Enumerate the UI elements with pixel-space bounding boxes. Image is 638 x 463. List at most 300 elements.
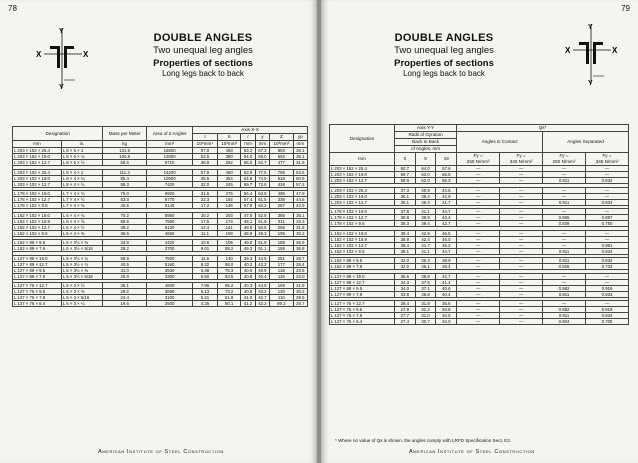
table-cell: 192 bbox=[217, 197, 241, 203]
table-cell: L 5 × 3½ × ⅜ bbox=[61, 267, 102, 273]
table-cell: 46.0 bbox=[436, 236, 457, 242]
table-cell: 39.4 bbox=[415, 221, 436, 227]
table-cell: 41.2 bbox=[241, 301, 255, 307]
unit-S: 10³mm³ bbox=[217, 141, 241, 148]
table-cell: 311 bbox=[270, 218, 294, 224]
table-cell: 257 bbox=[270, 203, 294, 209]
table-cell: 60.7 bbox=[395, 166, 416, 172]
table-cell: 35.1 bbox=[293, 154, 307, 160]
table-cell: 2500 bbox=[147, 301, 193, 307]
table-cell: — bbox=[500, 166, 543, 172]
table-cell: — bbox=[457, 209, 500, 215]
table-cell: — bbox=[586, 236, 629, 242]
table-cell: L 178 × 102 × 12.7 bbox=[13, 197, 62, 203]
table-cell: 41.0 bbox=[241, 295, 255, 301]
table-cell: 0.911 bbox=[543, 313, 586, 319]
table-cell: 34.8 bbox=[103, 240, 147, 246]
table-cell: L 203 × 152 × 25.4 bbox=[13, 148, 62, 154]
table-cell: 34.5 bbox=[436, 313, 457, 319]
table-cell: L 152 × 89 × 9.5 bbox=[13, 240, 62, 246]
table-cell: 49.3 bbox=[241, 246, 255, 252]
table-cell: 131.6 bbox=[103, 148, 147, 154]
table-cell: 40.5 bbox=[103, 261, 147, 267]
table-cell: 61.5 bbox=[255, 197, 269, 203]
table-cell: L 203 × 152 × 12.7 bbox=[330, 178, 395, 184]
table-cell: 3700 bbox=[147, 246, 193, 252]
table-cell: L 127 × 89 × 9.5 bbox=[330, 285, 395, 291]
table-cell: L 8 × 4 × 1 bbox=[61, 169, 102, 175]
figure-label-x-left: X bbox=[36, 50, 42, 59]
table-cell: — bbox=[457, 319, 500, 325]
table-cell: 51.8 bbox=[255, 240, 269, 246]
table-cell: — bbox=[457, 172, 500, 178]
table-cell: 72.6 bbox=[255, 181, 269, 187]
table-cell: L 127 × 76 × 12.7 bbox=[13, 283, 62, 289]
double-angle-section-icon bbox=[30, 24, 94, 90]
table-cell: 0.834 bbox=[586, 291, 629, 297]
table-cell: L 6 × 4 × ⅜ bbox=[61, 230, 102, 236]
table-cell: 10900 bbox=[147, 175, 193, 181]
table-cell: 98.0 bbox=[217, 261, 241, 267]
table-cell: 105 bbox=[217, 240, 241, 246]
unit-I: 10⁶mm⁴ bbox=[193, 141, 218, 148]
table-cell: 41.4 bbox=[436, 279, 457, 285]
table-cell: 65.7 bbox=[241, 181, 255, 187]
table-cell: 63.0 bbox=[415, 172, 436, 178]
table-cell: 5140 bbox=[147, 203, 193, 209]
table-cell: 42.9 bbox=[436, 193, 457, 199]
table-cell: L 5 × 3½ × ¾ bbox=[61, 255, 102, 261]
col-designation: Designation bbox=[330, 125, 395, 153]
table-cell: 42.9 bbox=[415, 230, 436, 236]
col-r: r bbox=[241, 134, 255, 141]
table-cell: L 6 × 4 × ⅝ bbox=[61, 218, 102, 224]
table-cell: — bbox=[457, 215, 500, 221]
table-cell: L 6 × 4 × ¾ bbox=[61, 212, 102, 218]
table-cell: 460 bbox=[217, 169, 241, 175]
page-subtitle: Two unequal leg angles bbox=[153, 45, 253, 56]
table-cell: 41.7 bbox=[415, 242, 436, 248]
table-cell: 795 bbox=[270, 169, 294, 175]
table-cell: 0.897 bbox=[586, 215, 629, 221]
table-cell: — bbox=[543, 273, 586, 279]
table-cell: 0.750 bbox=[586, 221, 629, 227]
table-cell: 7420 bbox=[147, 181, 193, 187]
table-cell: L 152 × 89 × 7.9 bbox=[330, 264, 395, 270]
table-cell: 262 bbox=[217, 160, 241, 166]
table-cell: 31.0 bbox=[415, 313, 436, 319]
table-cell: 251 bbox=[270, 255, 294, 261]
fy-250-contact: Fy = 250 N/mm² bbox=[457, 153, 500, 166]
table-cell: — bbox=[457, 193, 500, 199]
table-cell: 111.3 bbox=[103, 169, 147, 175]
table-cell: — bbox=[543, 236, 586, 242]
table-cell: L 127 × 89 × 7.9 bbox=[13, 273, 62, 279]
table-cell: 77.5 bbox=[255, 169, 269, 175]
table-cell: 42.9 bbox=[293, 203, 307, 209]
table-cell: 70.2 bbox=[103, 212, 147, 218]
table-cell: L 127 × 89 × 19.0 bbox=[330, 273, 395, 279]
table-cell: L 178 × 102 × 12.7 bbox=[330, 215, 395, 221]
table-cell: 136 bbox=[270, 267, 294, 273]
col-Z: Z bbox=[270, 134, 294, 141]
table-cell: 354 bbox=[217, 175, 241, 181]
table-cell: 0.804 bbox=[543, 319, 586, 325]
table-cell: 0.982 bbox=[543, 307, 586, 313]
col-of-angles: of Angles, mm bbox=[395, 146, 457, 153]
col-axis-yy: Axis Y-Y bbox=[395, 125, 457, 132]
table-cell: 35.1 bbox=[415, 264, 436, 270]
table-cell: — bbox=[457, 221, 500, 227]
table-cell: 32.0 bbox=[193, 181, 218, 187]
table-cell: 32.0 bbox=[395, 258, 416, 264]
table-cell: 37.8 bbox=[415, 279, 436, 285]
table-cell: — bbox=[457, 199, 500, 205]
table-cell: 36.3 bbox=[395, 221, 416, 227]
table-cell: L 127 × 76 × 7.9 bbox=[13, 295, 62, 301]
table-cell: — bbox=[586, 166, 629, 172]
table-cell: 0.911 bbox=[543, 248, 586, 254]
table-cell: 33.8 bbox=[395, 291, 416, 297]
table-cell: — bbox=[457, 258, 500, 264]
table-cell: — bbox=[543, 230, 586, 236]
table-cell: 7.86 bbox=[193, 283, 218, 289]
table-cell: 51.6 bbox=[255, 218, 269, 224]
table-cell: 146 bbox=[217, 203, 241, 209]
table-cell: 6.48 bbox=[193, 267, 218, 273]
table-cell: 4840 bbox=[147, 283, 193, 289]
table-cell: 43.4 bbox=[436, 215, 457, 221]
table-cell: 62.7 bbox=[255, 160, 269, 166]
table-cell: 28.4 bbox=[395, 301, 416, 307]
table-cell: 47.5 bbox=[241, 212, 255, 218]
table-cell: 23.8 bbox=[293, 267, 307, 273]
table-cell: L 6 × 4 × ½ bbox=[61, 224, 102, 230]
table-cell: 36.6 bbox=[103, 230, 147, 236]
table-cell: — bbox=[500, 187, 543, 193]
table-cell: L 5 × 3½ × ½ bbox=[61, 261, 102, 267]
table-cell: 0.911 bbox=[543, 178, 586, 184]
table-cell: 8950 bbox=[147, 212, 193, 218]
table-cell: 9.01 bbox=[193, 246, 218, 252]
table-cell: 7560 bbox=[147, 218, 193, 224]
table-cell: L 178 × 102 × 19.0 bbox=[13, 191, 62, 197]
table-cell: L 7 × 4 × ⅜ bbox=[61, 203, 102, 209]
unit-mm: mm bbox=[13, 141, 62, 148]
table-cell: 245 bbox=[217, 181, 241, 187]
col-back-to-back: Back to Back bbox=[395, 139, 457, 146]
table-cell: 10.6 bbox=[193, 240, 218, 246]
table-cell: — bbox=[500, 199, 543, 205]
table-cell: 11.6 bbox=[193, 255, 218, 261]
table-cell: 65.0 bbox=[255, 154, 269, 160]
table-cell: 110 bbox=[270, 295, 294, 301]
table-cell: — bbox=[500, 319, 543, 325]
table-cell: 36.6 bbox=[293, 240, 307, 246]
table-cell: 74.9 bbox=[255, 175, 269, 181]
table-cell: 42.7 bbox=[255, 295, 269, 301]
table-cell: 14200 bbox=[147, 169, 193, 175]
table-cell: 40.6 bbox=[241, 267, 255, 273]
table-cell: 23.0 bbox=[293, 273, 307, 279]
table-cell: — bbox=[500, 258, 543, 264]
page-footer: American Institute of Steel Construction bbox=[409, 449, 535, 455]
table-cell: 38.9 bbox=[436, 258, 457, 264]
table-cell: — bbox=[457, 248, 500, 254]
unit-in: in. bbox=[61, 141, 102, 148]
table-cell: — bbox=[457, 187, 500, 193]
table-cell: 88.2 bbox=[217, 246, 241, 252]
table-cell: — bbox=[543, 279, 586, 285]
table-cell: — bbox=[500, 172, 543, 178]
table-cell: 45.5 bbox=[193, 175, 218, 181]
table-cell: 428 bbox=[270, 181, 294, 187]
table-cell: L 152 × 89 × 9.5 bbox=[330, 258, 395, 264]
table-cell: 63.8 bbox=[255, 191, 269, 197]
table-cell: L 127 × 76 × 9.5 bbox=[13, 289, 62, 295]
table-cell: 35.1 bbox=[293, 212, 307, 218]
unit-kg: kg bbox=[103, 141, 147, 148]
figure-label-y-bottom: Y bbox=[588, 80, 593, 86]
left-page bbox=[0, 0, 317, 463]
table-cell: — bbox=[457, 291, 500, 297]
table-cell: 380 bbox=[217, 154, 241, 160]
table-cell: 26.4 bbox=[293, 261, 307, 267]
figure-label-y-top: Y bbox=[59, 28, 64, 35]
table-cell: 27.9 bbox=[395, 307, 416, 313]
table-cell: 46.5 bbox=[436, 230, 457, 236]
table-cell: 4420 bbox=[147, 240, 193, 246]
table-cell: — bbox=[586, 209, 629, 215]
page-footer: American Institute of Steel Construction bbox=[98, 449, 224, 455]
col-contact: Angles in Contact bbox=[457, 132, 543, 153]
table-cell: 49.0 bbox=[241, 240, 255, 246]
table-cell: 24.4 bbox=[103, 295, 147, 301]
table-cell: 89.3 bbox=[270, 301, 294, 307]
table-cell: 38.4 bbox=[395, 242, 416, 248]
table-cell: 63.5 bbox=[293, 169, 307, 175]
table-cell: 40.4 bbox=[255, 273, 269, 279]
col-designation: Designation bbox=[13, 127, 103, 141]
table-cell: L 152 × 89 × 7.9 bbox=[13, 246, 62, 252]
table-cell: 19.6 bbox=[103, 301, 147, 307]
table-cell: 692 bbox=[270, 154, 294, 160]
table-cell: — bbox=[500, 209, 543, 215]
table-cell: 618 bbox=[270, 175, 294, 181]
table-cell: 0.825 bbox=[543, 264, 586, 270]
table-cell: — bbox=[500, 301, 543, 307]
table-cell: — bbox=[543, 166, 586, 172]
table-cell: L 5 × 3 × 5/16 bbox=[61, 295, 102, 301]
table-cell: 27.4 bbox=[395, 319, 416, 325]
table-cell: 0.965 bbox=[543, 215, 586, 221]
table-cell: — bbox=[500, 236, 543, 242]
table-cell: L 8 × 6 × ¾ bbox=[61, 154, 102, 160]
table-cell: 39.3 bbox=[241, 255, 255, 261]
table-cell: 36.1 bbox=[103, 283, 147, 289]
table-cell: 44.7 bbox=[436, 209, 457, 215]
table-cell: 31.8 bbox=[415, 301, 436, 307]
section-title: Properties of sections bbox=[394, 58, 494, 69]
table-cell: 42.4 bbox=[415, 236, 436, 242]
table-cell: — bbox=[543, 187, 586, 193]
table-cell: L 7 × 4 × ½ bbox=[61, 197, 102, 203]
table-cell: 0.919 bbox=[586, 285, 629, 291]
table-cell: L 127 × 76 × 6.4 bbox=[13, 301, 62, 307]
table-cell: 35.1 bbox=[395, 199, 416, 205]
figure-label-y-bottom: Y bbox=[59, 84, 64, 90]
table-cell: 17.2 bbox=[193, 203, 218, 209]
table-cell: L 127 × 89 × 7.9 bbox=[330, 291, 395, 297]
table-cell: 169 bbox=[270, 283, 294, 289]
table-cell: 49.3 bbox=[255, 230, 269, 236]
table-cell: 6770 bbox=[147, 197, 193, 203]
table-cell: — bbox=[457, 230, 500, 236]
table-cell: 140 bbox=[217, 255, 241, 261]
table-cell: 37.3 bbox=[395, 187, 416, 193]
table-cell: L 8 × 4 × ¾ bbox=[61, 175, 102, 181]
table-cell: — bbox=[543, 172, 586, 178]
table-cell: 57.9 bbox=[193, 169, 218, 175]
table-cell: L 7 × 4 × ¾ bbox=[61, 191, 102, 197]
table-cell: 41.1 bbox=[415, 248, 436, 254]
table-cell: 35.6 bbox=[395, 273, 416, 279]
heading-block bbox=[337, 32, 551, 78]
table-cell: — bbox=[500, 215, 543, 221]
table-cell: 40.3 bbox=[241, 283, 255, 289]
table-cell: L 203 × 152 × 25.4 bbox=[330, 166, 395, 172]
table-cell: 48.9 bbox=[241, 230, 255, 236]
table-cell: 4660 bbox=[147, 230, 193, 236]
table-cell: L 127 × 89 × 19.0 bbox=[13, 255, 62, 261]
table-cell: L 5 × 3 × ⅜ bbox=[61, 289, 102, 295]
table-cell: — bbox=[457, 236, 500, 242]
gap-0: 0 bbox=[395, 153, 416, 166]
table-cell: — bbox=[500, 279, 543, 285]
table-cell: 58.9 bbox=[395, 178, 416, 184]
table-cell: 42.7 bbox=[436, 273, 457, 279]
table-cell: 195 bbox=[270, 230, 294, 236]
table-cell: 477 bbox=[270, 160, 294, 166]
table-cell: L 203 × 102 × 25.4 bbox=[330, 187, 395, 193]
section-subtitle: Long legs back to back bbox=[162, 69, 244, 78]
col-separated: Angles Separated bbox=[543, 132, 629, 153]
table-cell: L 6 × 3½ × ⅜ bbox=[61, 240, 102, 246]
table-cell: 40.2 bbox=[241, 261, 255, 267]
table-cell: 75.3 bbox=[217, 267, 241, 273]
table-cell: 5.50 bbox=[193, 273, 218, 279]
table-cell: — bbox=[457, 313, 500, 319]
table-cell: 64.8 bbox=[241, 175, 255, 181]
fy-345-contact: Fy = 345 N/mm² bbox=[500, 153, 543, 166]
table-cell: 57.2 bbox=[293, 181, 307, 187]
unit-yp: mm bbox=[293, 141, 307, 148]
table-cell: 115 bbox=[270, 273, 294, 279]
table-cell: — bbox=[500, 264, 543, 270]
table-cell: 31.8 bbox=[293, 160, 307, 166]
table-cell: 64.0 bbox=[415, 166, 436, 172]
table-cell: L 152 × 102 × 19.0 bbox=[13, 212, 62, 218]
unit-mm2: mm² bbox=[147, 141, 193, 148]
table-cell: 64.0 bbox=[241, 154, 255, 160]
table-cell: 58.9 bbox=[103, 255, 147, 261]
table-cell: 338 bbox=[270, 197, 294, 203]
table-cell: 60.2 bbox=[255, 203, 269, 209]
table-cell: 42.2 bbox=[255, 301, 269, 307]
table-cell: 36.8 bbox=[395, 215, 416, 221]
table-cell: 39.9 bbox=[415, 215, 436, 221]
table-cell: 0.911 bbox=[543, 291, 586, 297]
table-cell: L 152 × 102 × 9.5 bbox=[330, 248, 395, 254]
table-cell: 8.32 bbox=[193, 261, 218, 267]
table-cell: 50.5 bbox=[255, 224, 269, 230]
table-cell: 37.8 bbox=[395, 209, 416, 215]
table-cell: — bbox=[457, 242, 500, 248]
table-cell: 203 bbox=[217, 212, 241, 218]
table-cell: L 152 × 102 × 12.7 bbox=[330, 242, 395, 248]
table-cell: — bbox=[500, 285, 543, 291]
gap-19: 19 bbox=[436, 153, 457, 166]
table-cell: 44.5 bbox=[255, 255, 269, 261]
table-cell: 40.9 bbox=[415, 187, 436, 193]
table-cell: 39.4 bbox=[395, 230, 416, 236]
figure-label-x-right: X bbox=[83, 50, 89, 59]
section-subtitle: Long legs back to back bbox=[403, 69, 485, 78]
table-cell: L 127 × 76 × 6.4 bbox=[330, 319, 395, 325]
table-cell: 25.9 bbox=[103, 273, 147, 279]
table-cell: 0.982 bbox=[543, 285, 586, 291]
table-cell: 60.5 bbox=[293, 175, 307, 181]
table-cell: 0.733 bbox=[586, 264, 629, 270]
table-cell: L 6 × 3½ × 5/16 bbox=[61, 246, 102, 252]
table-cell: 8710 bbox=[147, 160, 193, 166]
table-cell: 9920 bbox=[147, 191, 193, 197]
table-cell: 40.6 bbox=[436, 285, 457, 291]
col-area: Area of 2 Angles bbox=[147, 127, 193, 141]
table-cell: 177 bbox=[270, 261, 294, 267]
table-cell: 0.834 bbox=[586, 258, 629, 264]
table-cell: 0.839 bbox=[543, 221, 586, 227]
heading-block bbox=[96, 32, 310, 78]
table-cell: 7500 bbox=[147, 255, 193, 261]
table-cell: 174 bbox=[217, 218, 241, 224]
table-cell: 29.5 bbox=[293, 295, 307, 301]
table-cell: 0.834 bbox=[586, 248, 629, 254]
table-cell: 68.5 bbox=[103, 160, 147, 166]
table-cell: 5160 bbox=[147, 261, 193, 267]
figure-label-y-top: Y bbox=[588, 24, 593, 31]
table-row bbox=[13, 301, 308, 307]
table-cell: 76.0 bbox=[103, 191, 147, 197]
table-cell: 0.911 bbox=[543, 199, 586, 205]
table-cell: — bbox=[500, 230, 543, 236]
table-cell: 59.5 bbox=[103, 218, 147, 224]
col-yp: yp bbox=[293, 134, 307, 141]
table-cell: — bbox=[457, 307, 500, 313]
page-title: DOUBLE ANGLES bbox=[394, 32, 494, 44]
table-cell: 58.3 bbox=[103, 181, 147, 187]
table-cell: 485 bbox=[270, 191, 294, 197]
table-cell: 893 bbox=[270, 148, 294, 154]
table-cell: — bbox=[586, 172, 629, 178]
table-cell: L 5 × 3 × ¼ bbox=[61, 301, 102, 307]
table-cell: 36.1 bbox=[395, 193, 416, 199]
table-cell: L 152 × 102 × 15.9 bbox=[330, 236, 395, 242]
table-cell: L 8 × 6 × 1 bbox=[61, 148, 102, 154]
table-cell: — bbox=[500, 221, 543, 227]
table-cell: 108 bbox=[217, 230, 241, 236]
table-cell: 276 bbox=[217, 191, 241, 197]
